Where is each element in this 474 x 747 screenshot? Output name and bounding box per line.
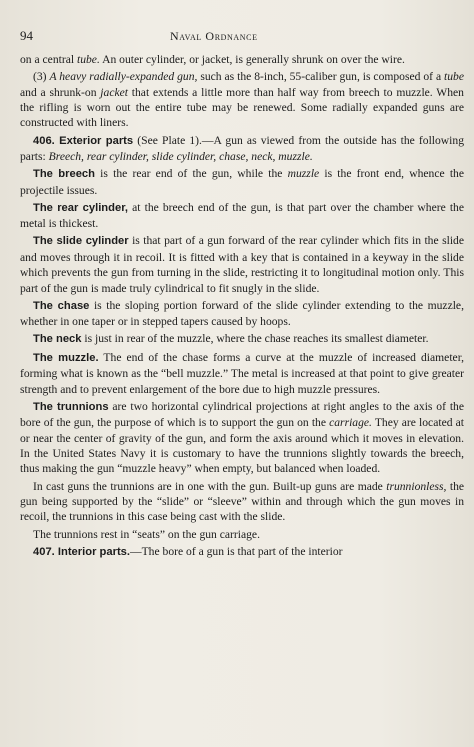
page-header [20, 28, 464, 52]
text-run: at the breech end of the gun, is that part over the chamber where the metal is thickest. [20, 200, 464, 231]
bold-heading: The neck [33, 333, 82, 346]
paragraph [20, 200, 464, 232]
running-head: Naval Ordnance [170, 29, 258, 43]
text-run: In cast guns the trunnions are in one with the gun. Built-up guns are made [33, 479, 387, 493]
italic-term: carriage. [329, 416, 372, 430]
text-run: is that part of a gun forward of the rear cylinder which fits in the slide and moves through it in recoil. It is fitted with a key that is contained in a keyway in the slide which prevents the gun from turning in the slide, restricting it to longitudinal motion only. This part of the gun is made truly cylindrical to fit snugly in the slide. [20, 234, 464, 295]
text-run: is the front end, whence the projectile issues. [20, 167, 464, 197]
text-run: (3) [33, 70, 50, 84]
paragraph [20, 399, 464, 477]
text-run: and a shrunk-on [20, 85, 101, 99]
paragraph [20, 166, 464, 198]
body-text [20, 52, 464, 560]
text-run: such as the 8-inch, 55-caliber gun, is composed of a [197, 70, 445, 84]
paragraph [20, 479, 464, 525]
text-run: is just in rear of the muzzle, where the chase reaches its smallest diameter. [81, 332, 429, 346]
text-run: is the sloping portion forward of the slide cylinder extending to the muzzle, whether in one taper or in stepped tapers caused by hoops. [20, 298, 464, 329]
bold-heading: The rear cylinder, [33, 201, 129, 214]
italic-term: muzzle [287, 167, 320, 181]
paragraph [20, 52, 464, 67]
bold-heading: The muzzle. [33, 351, 99, 364]
italic-term: A heavy radially-expanded gun, [49, 70, 198, 84]
paragraph [20, 233, 464, 296]
italic-term: Breech, rear cylinder, slide cylinder, chase, neck, muzzle. [48, 150, 313, 164]
text-run: They are located at or near the center of gravity of the gun, and form the axis around which it moves in elevation. In the United States Navy it is customary to have the trunnions slightly towards the breech, thus making the gun “muzzle heavy” when empty, but balanced when loaded. [20, 416, 464, 476]
text-run: on a central [20, 53, 77, 66]
text-run: The trunnions rest in “seats” on the gun carriage. [33, 527, 260, 541]
page-number: 94 [20, 28, 33, 43]
paragraph [20, 527, 464, 542]
bold-heading: 407. Interior parts. [33, 545, 130, 558]
text-run: The end of the chase forms a curve at the muzzle of increased diameter, forming what is known as the “bell muzzle.” The metal is increased at that point to give greater strength and to prevent enlargement of the bore due to high muzzle pressures. [20, 350, 464, 396]
text-run: An outer cylinder, or jacket, is generally shrunk on over the wire. [99, 53, 405, 66]
bold-heading: The slide cylinder [33, 235, 129, 248]
italic-term: tube. [76, 53, 100, 66]
text-run: is the rear end of the gun, while the [94, 167, 288, 181]
italic-term: trunnionless, [386, 479, 447, 493]
bold-heading: The trunnions [33, 400, 109, 413]
paragraph [20, 331, 464, 347]
text-run: —The bore of a gun is that part of the interior [130, 544, 343, 558]
italic-term: tube [444, 70, 464, 84]
paragraph [20, 350, 464, 397]
text-run: (See Plate 1).—A gun as viewed from the outside has the following parts: [20, 133, 464, 164]
italic-term: jacket [100, 85, 128, 99]
bold-heading: The chase [33, 299, 90, 312]
paragraph [20, 133, 464, 165]
text-run: that extends a little more than half way from breech to muzzle. When the rifling is worn out the entire tube may be renewed. Some radially expanded guns are constructed with liners. [20, 85, 464, 130]
text-run: are two horizontal cylindrical projections at right angles to the axis of the bore of the gun, the purpose of which is to support the gun on the [20, 399, 464, 430]
paragraph [20, 69, 464, 131]
paragraph [20, 544, 464, 560]
bold-heading: The breech [33, 168, 95, 181]
paragraph [20, 298, 464, 330]
text-run: the gun being supported by the “slide” or “sleeve” within and through which the gun moves in recoil, the trunnions in this case being cast with the slide. [20, 479, 465, 524]
bold-heading: 406. Exterior parts [33, 134, 134, 147]
